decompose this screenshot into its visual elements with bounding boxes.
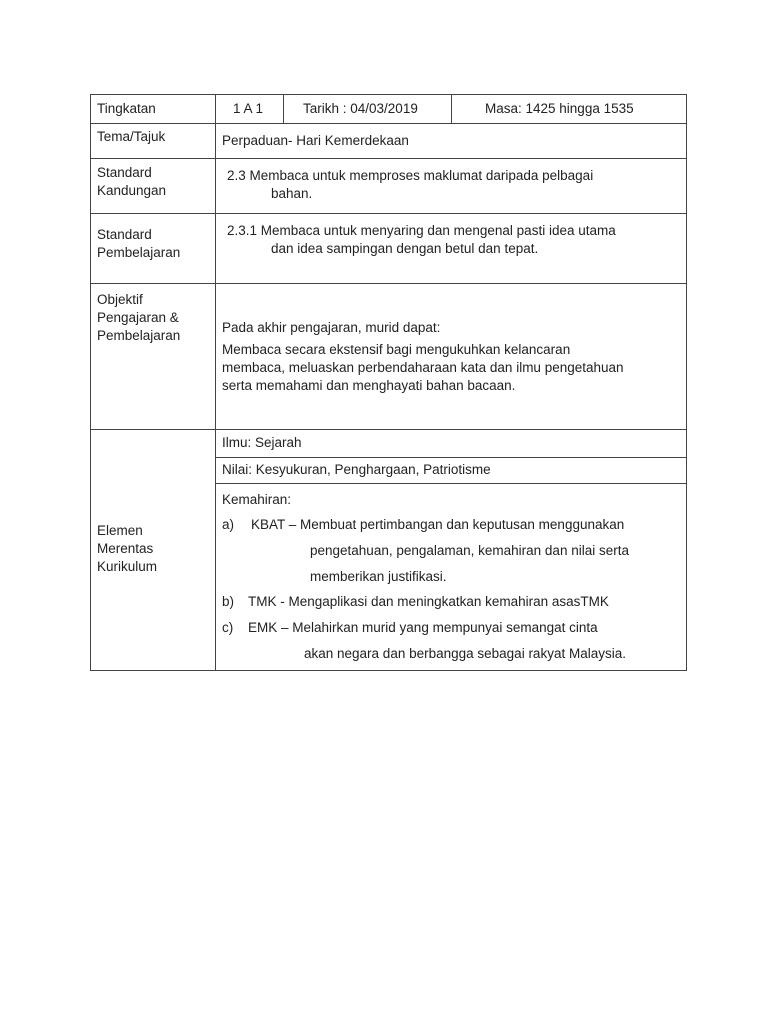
- label-standard-kandungan-1: Standard: [97, 165, 152, 180]
- label-standard-pembelajaran-1: Standard: [97, 227, 152, 242]
- objektif-intro: Pada akhir pengajaran, murid dapat:: [222, 320, 441, 335]
- list-marker-a: a): [222, 517, 235, 532]
- kbat-line-3: memberikan justifikasi.: [310, 569, 447, 584]
- label-objektif-1: Objektif: [97, 292, 143, 307]
- objektif-line-1: Membaca secara ekstensif bagi mengukuhkan kelancaran: [222, 342, 571, 357]
- label-objektif-2: Pengajaran &: [97, 310, 179, 325]
- column-divider: [451, 94, 452, 124]
- standard-pembelajaran-line-2: dan idea sampingan dengan betul dan tepat.: [271, 241, 539, 256]
- table-border-right: [686, 94, 687, 671]
- standard-kandungan-line-1: 2.3 Membaca untuk memproses maklumat daripada pelbagai: [227, 168, 594, 183]
- row-divider: [90, 123, 687, 124]
- emk-line-1: EMK – Melahirkan murid yang mempunyai semangat cinta: [248, 620, 598, 635]
- row-divider: [90, 158, 687, 159]
- table-border-top: [90, 94, 687, 95]
- tmk-line: TMK - Mengaplikasi dan meningkatkan kemahiran asasTMK: [248, 594, 609, 609]
- kbat-line-2: pengetahuan, pengalaman, kemahiran dan nilai serta: [310, 543, 629, 558]
- masa-value: Masa: 1425 hingga 1535: [485, 101, 634, 116]
- standard-pembelajaran-line-1: 2.3.1 Membaca untuk menyaring dan mengenal pasti idea utama: [227, 223, 616, 238]
- label-elemen-1: Elemen: [97, 523, 143, 538]
- nilai-value: Nilai: Kesyukuran, Penghargaan, Patriotisme: [222, 462, 491, 477]
- column-divider: [283, 94, 284, 124]
- label-elemen-3: Kurikulum: [97, 559, 158, 574]
- ilmu-value: Ilmu: Sejarah: [222, 435, 302, 450]
- row-divider: [90, 283, 687, 284]
- kemahiran-title: Kemahiran:: [222, 492, 292, 507]
- objektif-line-3: serta memahami dan menghayati bahan bacaan.: [222, 378, 516, 393]
- table-border-bottom: [90, 670, 687, 671]
- table-border-left: [90, 94, 91, 671]
- standard-kandungan-line-2: bahan.: [271, 186, 313, 201]
- label-tingkatan: Tingkatan: [97, 101, 156, 116]
- label-standard-pembelajaran-2: Pembelajaran: [97, 245, 181, 260]
- label-tema: Tema/Tajuk: [97, 129, 166, 144]
- subrow-divider: [215, 483, 687, 484]
- row-divider: [90, 213, 687, 214]
- kbat-line-1: KBAT – Membuat pertimbangan dan keputusan menggunakan: [251, 517, 625, 532]
- row-divider: [90, 429, 687, 430]
- column-divider: [215, 94, 216, 671]
- emk-line-2: akan negara dan berbangga sebagai rakyat Malaysia.: [304, 646, 626, 661]
- kelas-value: 1 A 1: [233, 101, 264, 116]
- label-objektif-3: Pembelajaran: [97, 328, 181, 343]
- objektif-line-2: membaca, meluaskan perbendaharaan kata dan ilmu pengetahuan: [222, 360, 624, 375]
- lesson-plan-table: [90, 94, 687, 671]
- list-marker-b: b): [222, 594, 235, 609]
- tarikh-value: Tarikh : 04/03/2019: [303, 101, 418, 116]
- list-marker-c: c): [222, 620, 234, 635]
- tema-value: Perpaduan- Hari Kemerdekaan: [222, 133, 409, 148]
- subrow-divider: [215, 457, 687, 458]
- label-elemen-2: Merentas: [97, 541, 154, 556]
- label-standard-kandungan-2: Kandungan: [97, 183, 167, 198]
